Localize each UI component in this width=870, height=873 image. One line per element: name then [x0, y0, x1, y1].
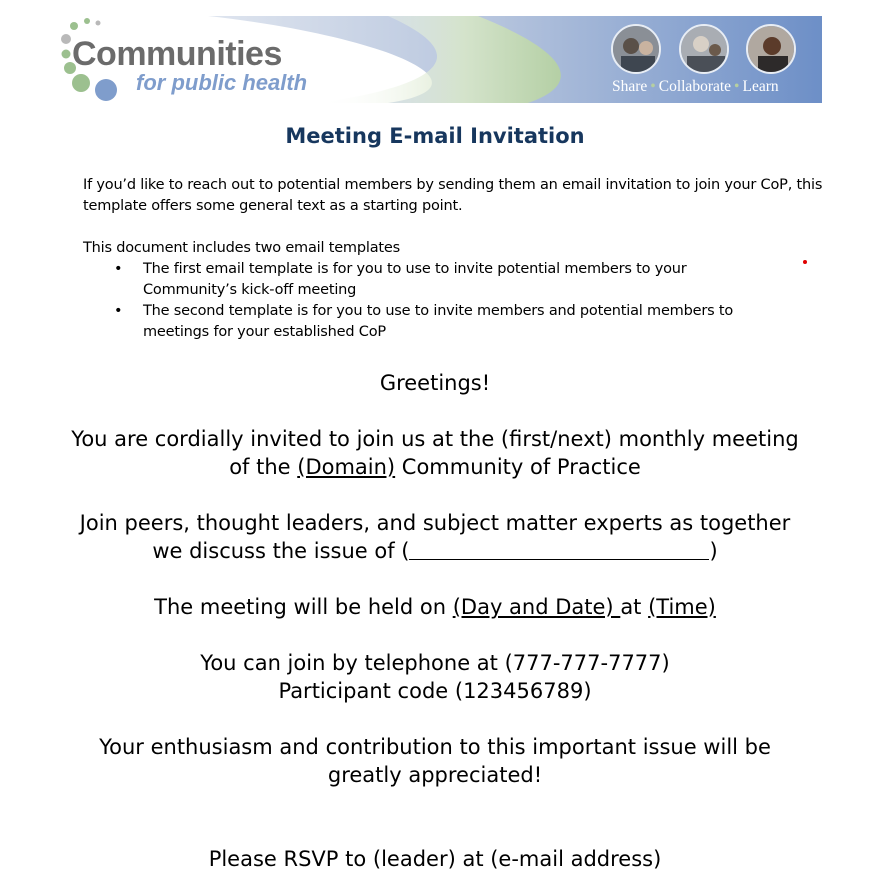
invited-line-1: You are cordially invited to join us at the (first/next) monthly meeting	[71, 427, 799, 451]
domain-placeholder: (Domain)	[297, 455, 396, 479]
phone-line: You can join by telephone at (777-777-7777)	[200, 651, 670, 675]
issue-blank-line	[409, 537, 709, 560]
invited-line-2-suffix: Community of Practice	[395, 455, 641, 479]
people-photo-3	[746, 24, 796, 74]
red-dot-mark	[803, 260, 807, 264]
tagline-share: Share	[612, 78, 648, 95]
invited-line-2-prefix: of the	[229, 455, 298, 479]
greeting: Greetings!	[379, 371, 491, 395]
invitation-template	[0, 369, 870, 873]
held-mid: at	[620, 595, 649, 619]
time-placeholder: (Time)	[648, 595, 716, 619]
held-prefix: The meeting will be held on	[154, 595, 453, 619]
appreciate-line-1: Your enthusiasm and contribution to this important issue will be	[99, 735, 771, 759]
meeting-time-line	[0, 593, 870, 621]
tagline-learn: Learn	[742, 78, 779, 95]
rsvp-line: Please RSVP to (leader) at (e-mail address)	[208, 847, 662, 871]
participant-code-line: Participant code (123456789)	[278, 679, 592, 703]
logo-subtitle: for public health	[136, 70, 308, 95]
list-heading: This document includes two email templates	[83, 240, 400, 256]
phone-paragraph	[0, 649, 870, 705]
logo-title: Communities	[72, 35, 282, 73]
header-banner	[58, 16, 822, 103]
people-photo-1	[611, 24, 661, 74]
banner-tagline: Share • Collaborate • Learn	[612, 78, 779, 95]
join-line-2-suffix: )	[709, 539, 718, 563]
join-paragraph	[0, 509, 870, 565]
join-line-2-prefix: we discuss the issue of (	[152, 539, 410, 563]
intro-section	[83, 175, 823, 343]
appreciate-line-2: greatly appreciated!	[327, 763, 543, 787]
tagline-collaborate: Collaborate	[658, 78, 732, 95]
people-photo-2	[679, 24, 729, 74]
intro-paragraph: If you’d like to reach out to potential members by sending them an email invitation to join your CoP, this template offers some general text as a starting point.	[83, 177, 823, 214]
date-placeholder: (Day and Date)	[452, 595, 621, 619]
list-item: • The second template is for you to use to invite members and potential members to meetings for your established CoP	[143, 301, 783, 343]
invitation-line	[0, 425, 870, 481]
appreciation-paragraph	[0, 733, 870, 789]
template-list	[83, 259, 823, 343]
join-line-1: Join peers, thought leaders, and subject matter experts as together	[79, 511, 791, 535]
document-title: Meeting E-mail Invitation	[285, 124, 585, 148]
list-item: • The first email template is for you to use to invite potential members to your Community’s kick-off meeting	[143, 259, 763, 301]
